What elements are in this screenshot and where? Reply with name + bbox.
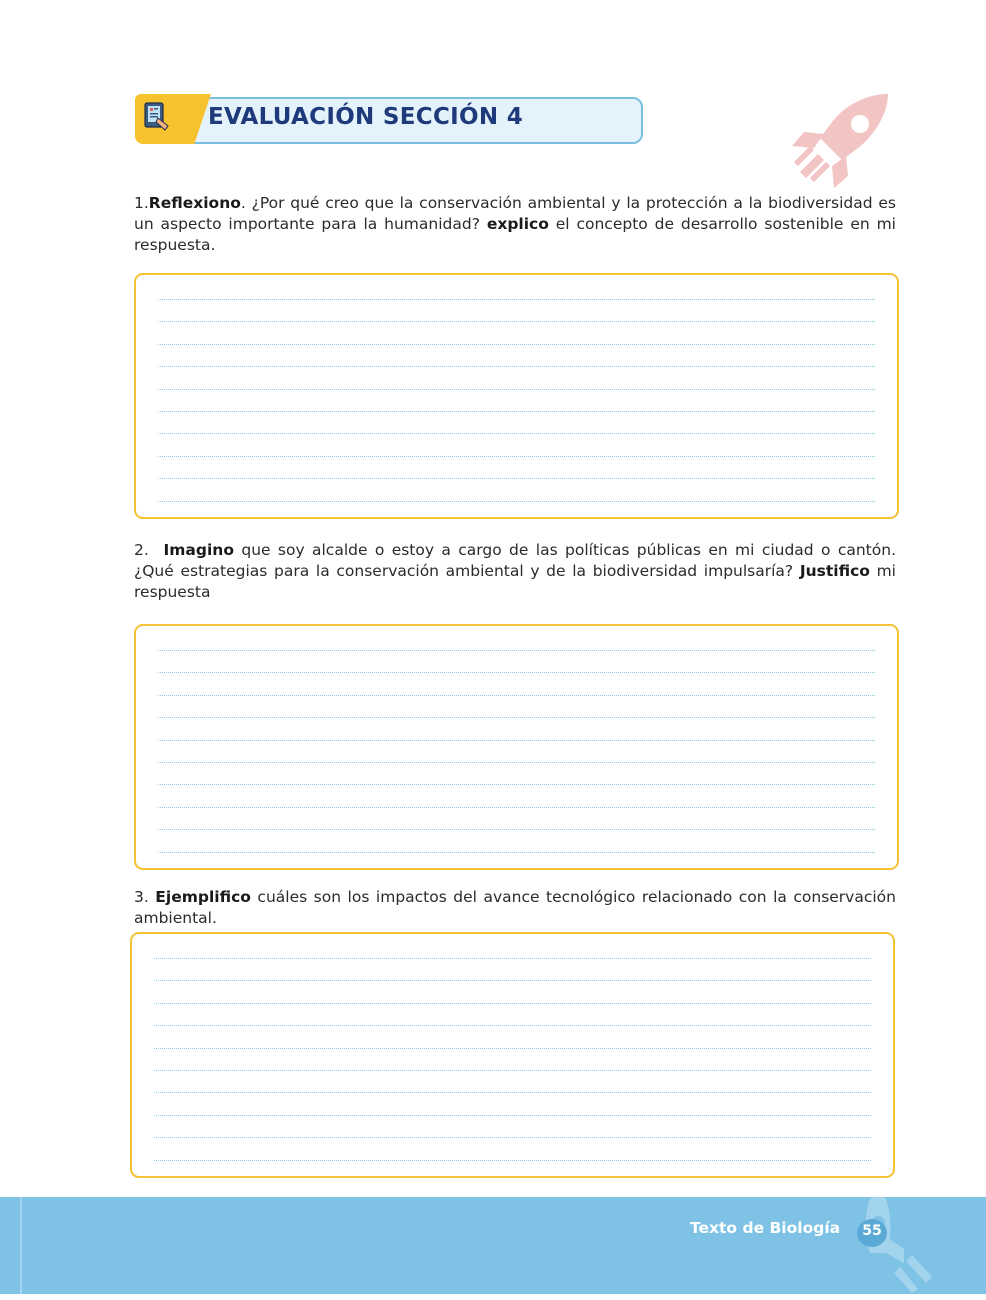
answer-line [158,321,875,322]
answer-line [158,695,875,696]
answer-line [154,1048,871,1049]
question-1-text [134,193,896,256]
question-keyword: Justifico [799,562,870,580]
question-keyword: Reflexiono [148,194,241,212]
question-number: 1. [134,194,149,212]
answer-line [158,829,875,830]
answer-box-3[interactable] [130,932,895,1178]
question-body: el concepto de desarrollo sostenible en mi respuesta. [134,215,896,254]
question-2-text [134,540,896,603]
answer-line [158,299,875,300]
question-keyword: explico [486,215,549,233]
answer-line [158,807,875,808]
answer-line [154,1160,871,1161]
question-number: 2. [134,541,149,559]
question-3-text [134,887,896,929]
question-keyword: Imagino [163,541,234,559]
answer-line [158,411,875,412]
answer-line [158,717,875,718]
answer-line [158,852,875,853]
tablet-hand-icon [141,100,173,132]
page-number: 55 [862,1223,882,1239]
answer-line [154,1070,871,1071]
answer-line [154,1003,871,1004]
section-title: EVALUACIÓN SECCIÓN 4 [208,104,524,130]
answer-line [154,1115,871,1116]
rocket-watermark-icon [830,1197,950,1294]
answer-line [158,456,875,457]
answer-line [158,389,875,390]
answer-line [154,1025,871,1026]
answer-line [158,344,875,345]
footer-divider [20,1197,22,1294]
question-body: cuáles son los impactos del avance tecnológico relacionado con la conservación ambiental. [134,888,896,927]
answer-line [158,366,875,367]
answer-line [154,980,871,981]
answer-box-1[interactable] [134,273,899,519]
answer-line [158,762,875,763]
rocket-decoration-icon [780,88,900,200]
question-number: 3. [134,888,149,906]
answer-line [154,1092,871,1093]
question-body: . ¿Por qué creo que la conservación ambiental y la protección a la biodiversidad es un aspecto importante para la humanidad? [134,194,896,233]
question-body: mi respuesta [134,562,896,601]
answer-line [158,650,875,651]
answer-line [158,784,875,785]
answer-line [154,1137,871,1138]
answer-line [158,672,875,673]
answer-line [158,740,875,741]
answer-line [154,958,871,959]
answer-line [158,501,875,502]
question-body: que soy alcalde o estoy a cargo de las políticas públicas en mi ciudad o cantón. ¿Qué estrategias para la conservación ambiental y de la biodiversidad impulsaría? [134,541,896,580]
question-keyword: Ejemplifico [155,888,251,906]
answer-line [158,433,875,434]
answer-box-2[interactable] [134,624,899,870]
answer-line [158,478,875,479]
book-title: Texto de Biología [690,1219,841,1237]
